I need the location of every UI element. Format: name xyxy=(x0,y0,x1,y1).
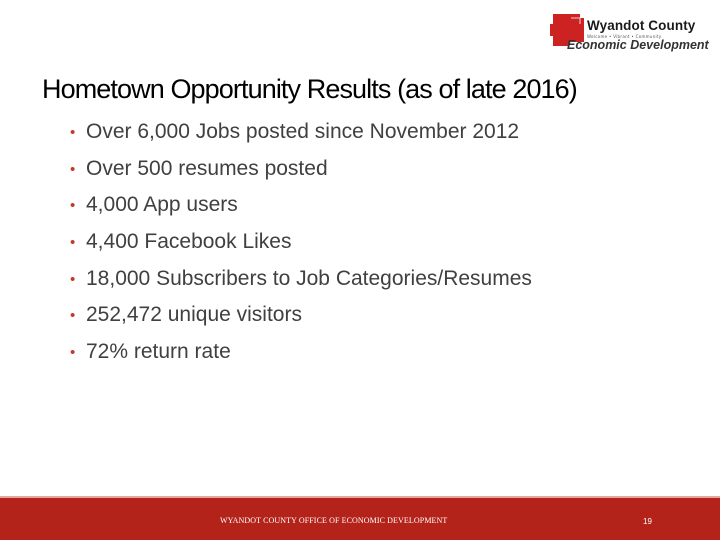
bullet-icon: • xyxy=(70,234,76,252)
bullet-item xyxy=(70,114,532,151)
bullet-text: 4,000 App users xyxy=(86,193,238,217)
logo-county-name: Wyandot County xyxy=(587,18,696,33)
bullet-item xyxy=(70,334,532,371)
bullet-icon: • xyxy=(70,270,76,288)
bullet-text: 4,400 Facebook Likes xyxy=(86,230,292,254)
wyandot-county-logo xyxy=(547,12,713,54)
bullet-item xyxy=(70,187,532,224)
bullet-item xyxy=(70,261,532,298)
bullet-icon: • xyxy=(70,197,76,215)
bullet-icon: • xyxy=(70,160,76,178)
slide-title: Hometown Opportunity Results (as of late 2016) xyxy=(42,74,577,104)
bullet-text: 252,472 unique visitors xyxy=(86,303,302,327)
logo-department: Economic Development xyxy=(567,38,709,52)
bullet-icon: • xyxy=(70,124,76,141)
bullet-icon: • xyxy=(70,344,76,362)
bullet-text: 18,000 Subscribers to Job Categories/Resumes xyxy=(86,266,532,290)
bullet-item xyxy=(70,224,532,261)
bullet-icon: • xyxy=(70,307,76,325)
footer-organization-text: WYANDOT COUNTY OFFICE OF ECONOMIC DEVELOPMENT xyxy=(220,516,448,525)
page-number: 19 xyxy=(643,517,652,526)
bullet-text: Over 6,000 Jobs posted since November 2012 xyxy=(86,120,520,143)
footer-bar xyxy=(0,498,720,540)
bullet-text: Over 500 resumes posted xyxy=(86,156,328,180)
bullet-item xyxy=(70,297,532,334)
bullet-text: 72% return rate xyxy=(86,340,231,364)
bullet-item xyxy=(70,151,532,188)
logo-tagline: Welcome • Vibrant • Community xyxy=(587,34,662,39)
bullet-list xyxy=(70,114,532,371)
